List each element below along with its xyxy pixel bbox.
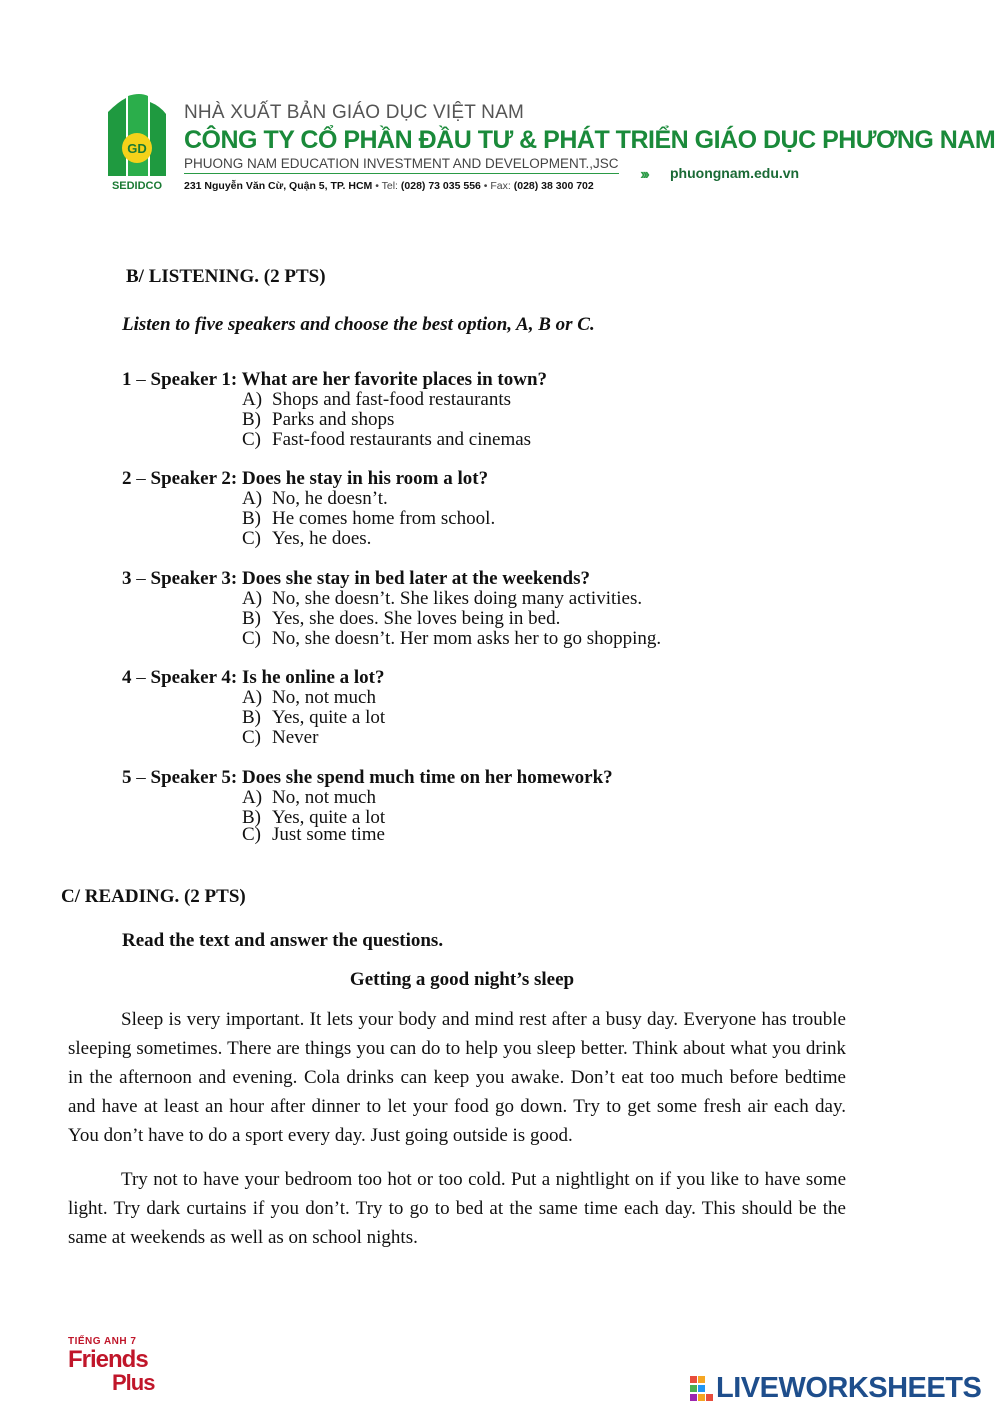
svg-text:SEDIDCO: SEDIDCO [111, 180, 163, 192]
book-title-plus: Plus [112, 1370, 155, 1395]
options-list [122, 589, 822, 649]
company-website: phuongnam.edu.vn [670, 165, 800, 181]
option-c[interactable]: C) Never [242, 727, 319, 748]
tel-number: (028) 73 035 556 [400, 180, 481, 192]
question-4 [122, 668, 822, 748]
friends-plus-logo [68, 1336, 168, 1400]
question-text: 4 – Speaker 4: Is he online a lot? [122, 667, 385, 688]
option-c[interactable]: C) No, she doesn’t. Her mom asks her to go shopping. [242, 628, 662, 649]
question-5 [122, 768, 822, 845]
options-list [122, 489, 822, 549]
fax-number: (028) 38 300 702 [513, 180, 594, 192]
publisher-name: NHÀ XUẤT BẢN GIÁO DỤC VIỆT NAM [184, 102, 524, 123]
reading-instruction: Read the text and answer the questions. [122, 930, 444, 951]
reading-passage [68, 1005, 846, 1267]
option-b[interactable]: B) Yes, quite a lot [242, 807, 386, 828]
letterhead [104, 92, 996, 202]
option-a[interactable]: A) No, not much [242, 787, 376, 808]
options-list [122, 688, 822, 748]
listening-section-title: B/ LISTENING. (2 PTS) [126, 266, 326, 287]
option-c[interactable]: C) Yes, he does. [242, 528, 372, 549]
question-text: 3 – Speaker 3: Does she stay in bed later at the weekends? [122, 568, 590, 589]
question-text: 5 – Speaker 5: Does she spend much time on her homework? [122, 767, 613, 788]
option-a[interactable]: A) No, she doesn’t. She likes doing many activities. [242, 588, 643, 609]
option-a[interactable]: A) No, not much [242, 687, 376, 708]
liveworksheets-wordmark: LIVEWORKSHEETS [716, 1372, 982, 1404]
option-b[interactable]: B) Yes, quite a lot [242, 707, 386, 728]
question-1 [122, 370, 822, 450]
listening-instruction: Listen to five speakers and choose the best option, A, B or C. [122, 314, 595, 335]
passage-paragraph-1: Sleep is very important. It lets your body and mind rest after a busy day. Everyone has trouble sleeping sometimes. There are things you can do to help you sleep better. Think about what you drink in the afternoon and evening. Cola drinks can keep you awake. Don’t eat too much before bedtime and have at least an hour after dinner to let your food go down. Try to get some fresh air each day. You don’t have to do a sport every day. Just going outside is good. [68, 1009, 846, 1146]
option-c[interactable]: C) Fast-food restaurants and cinemas [242, 429, 532, 450]
options-list [122, 390, 822, 450]
passage-paragraph-2: Try not to have your bedroom too hot or too cold. Put a nightlight on if you like to have some light. Try dark curtains if you don’t. Try to go to bed at the same time each day. This should be the same at weekends as well as on school nights. [68, 1169, 846, 1248]
options-list [122, 788, 822, 845]
passage-title: Getting a good night’s sleep [349, 969, 575, 990]
question-2 [122, 469, 822, 549]
chevrons-right-icon: ››› [640, 166, 647, 183]
sedidco-logo [104, 92, 170, 192]
book-title-friends: Friends [68, 1346, 148, 1373]
option-b[interactable]: B) He comes home from school. [242, 508, 496, 529]
option-b[interactable]: B) Yes, she does. She loves being in bed. [242, 608, 561, 629]
fax-label: • Fax: [483, 180, 511, 192]
option-a[interactable]: A) Shops and fast-food restaurants [242, 389, 512, 410]
company-name: CÔNG TY CỔ PHẦN ĐẦU TƯ & PHÁT TRIỂN GIÁO DỤC PHƯƠNG NAM [184, 126, 996, 154]
liveworksheets-blocks-icon [690, 1376, 714, 1402]
company-english-name: PHUONG NAM EDUCATION INVESTMENT AND DEVELOPMENT.,JSC [184, 156, 619, 174]
question-3 [122, 569, 822, 649]
option-c[interactable]: C) Just some time [242, 824, 385, 845]
address-text: 231 Nguyễn Văn Cừ, Quận 5, TP. HCM [184, 180, 373, 192]
question-text: 2 – Speaker 2: Does he stay in his room a lot? [122, 468, 489, 489]
question-text: 1 – Speaker 1: What are her favorite places in town? [122, 369, 548, 390]
option-b[interactable]: B) Parks and shops [242, 409, 395, 430]
tel-label: • Tel: [375, 180, 398, 192]
option-a[interactable]: A) No, he doesn’t. [242, 488, 388, 509]
reading-section-title: C/ READING. (2 PTS) [61, 886, 246, 907]
book-series-label: TIẾNG ANH 7 [68, 1336, 137, 1347]
company-address [184, 180, 594, 192]
svg-text:GD: GD [127, 141, 147, 156]
